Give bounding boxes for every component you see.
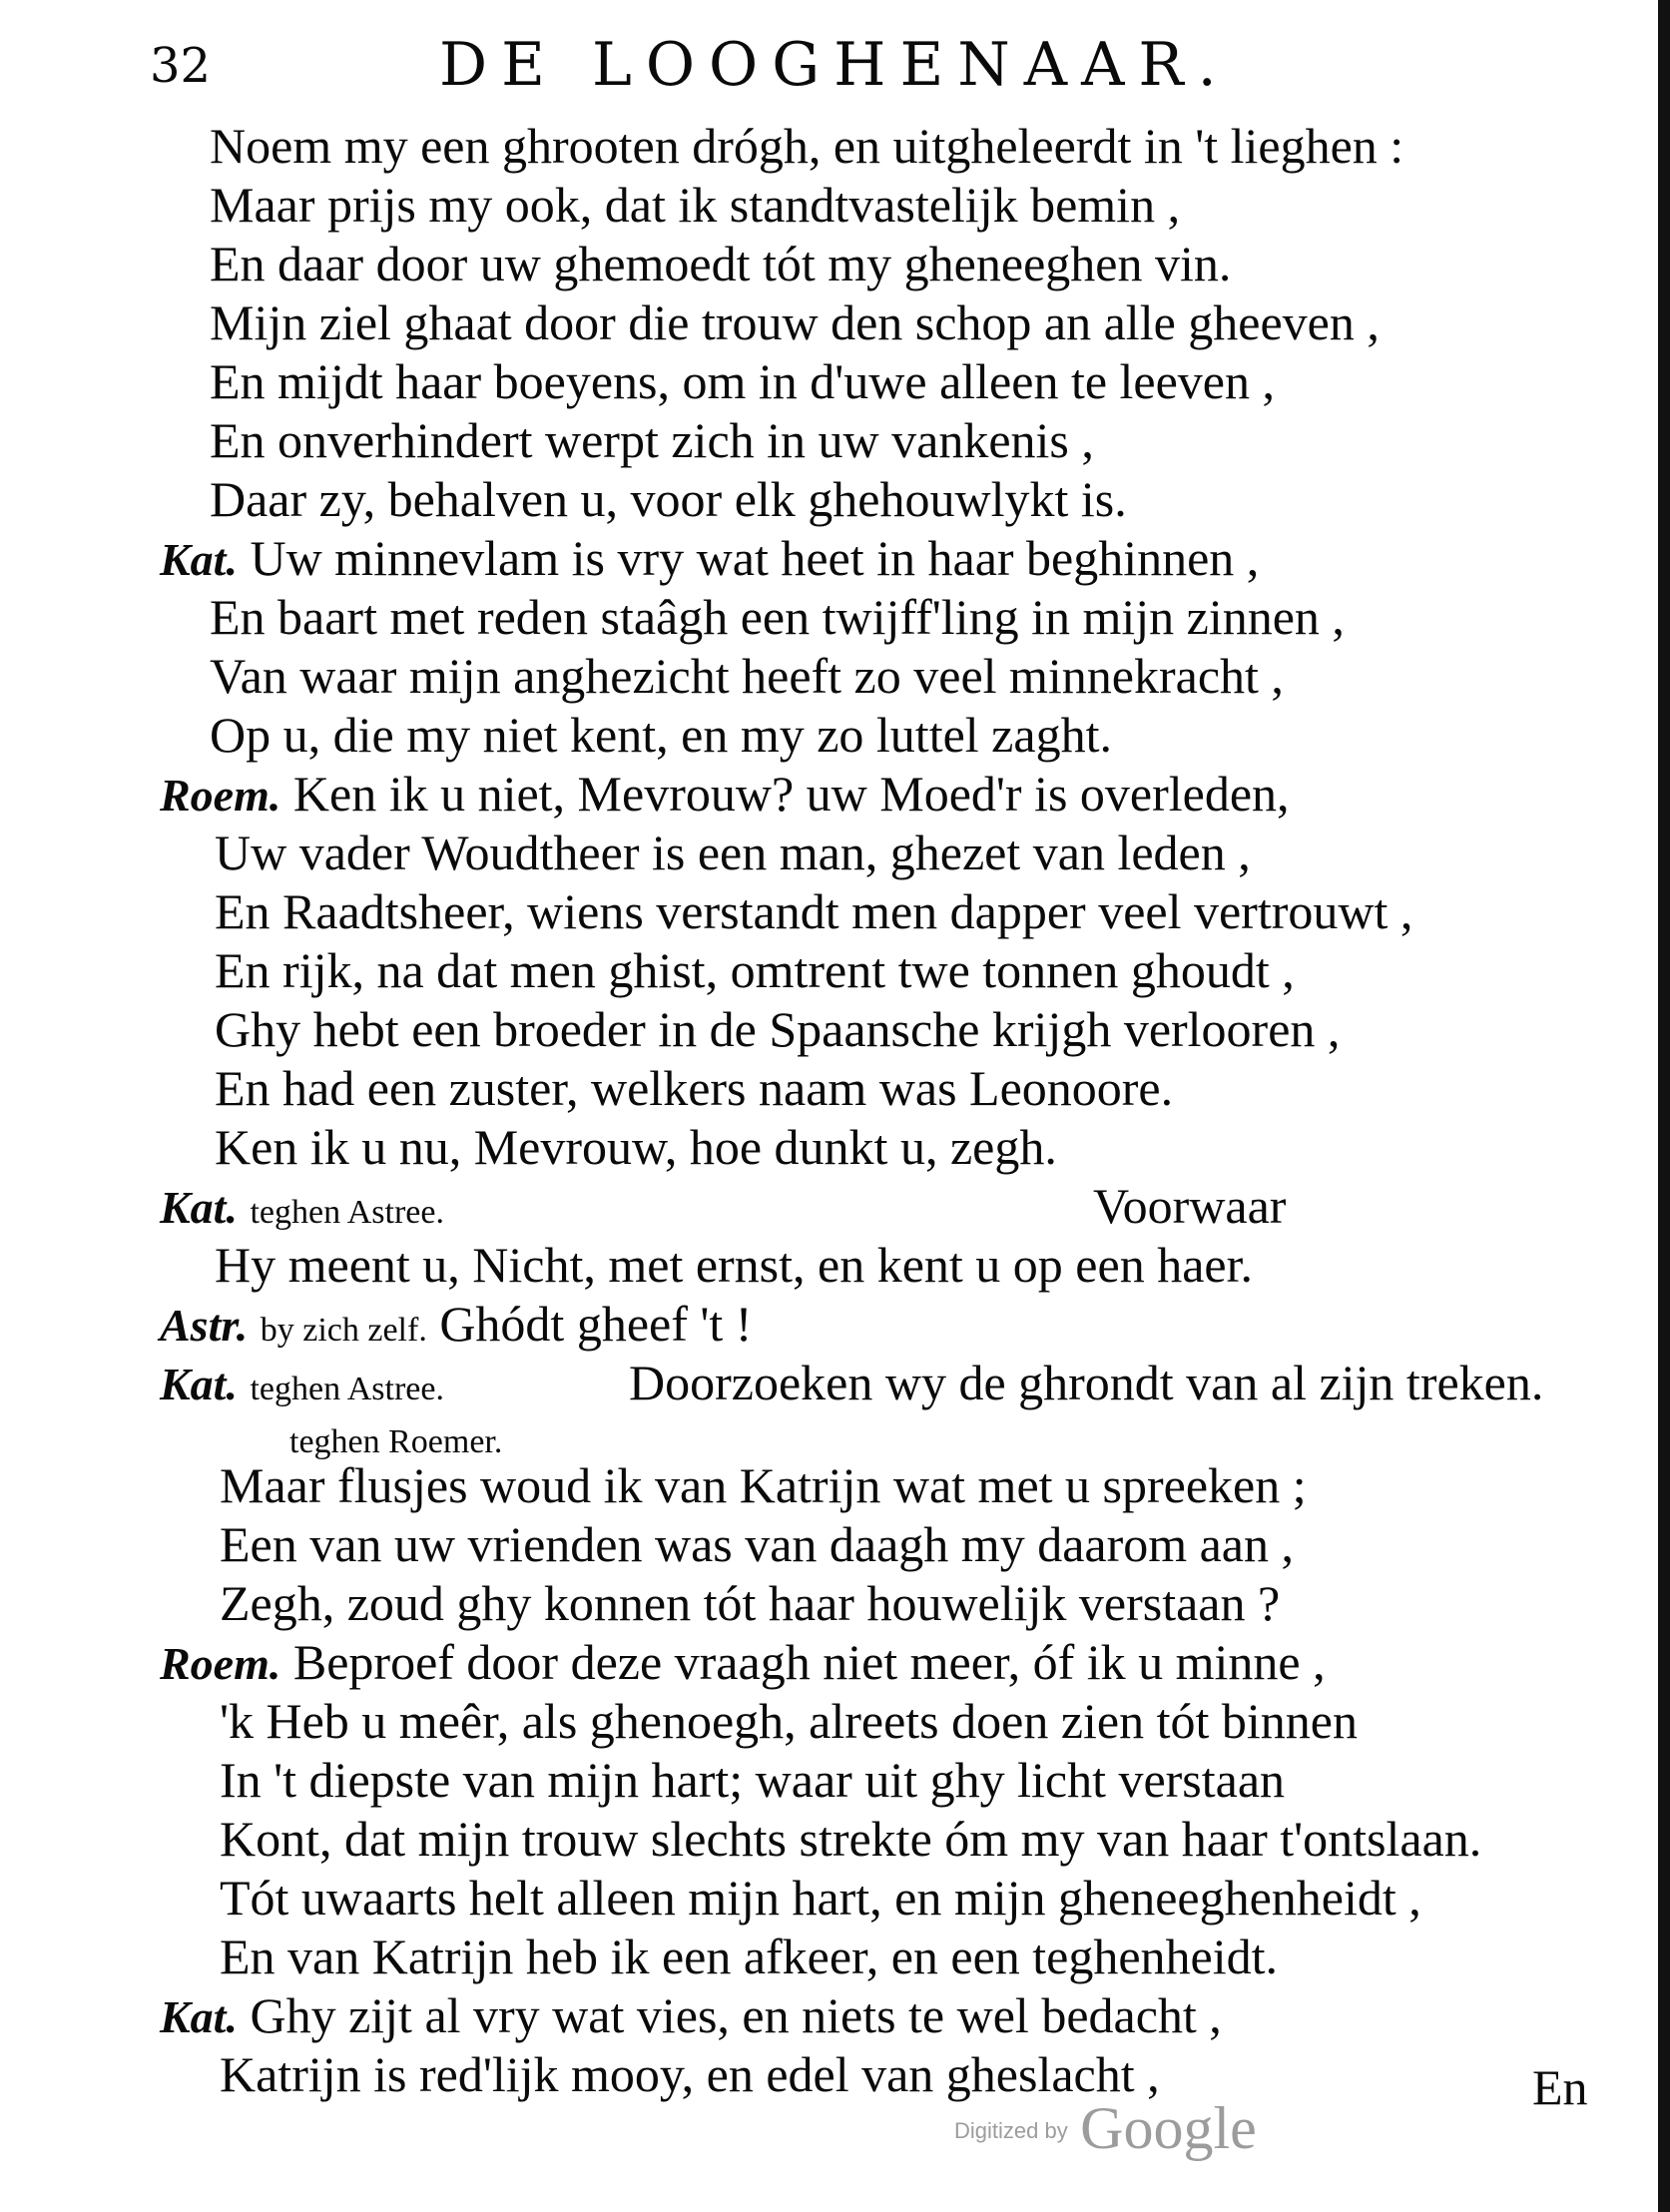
verse-text-line: Ghy hebt een broeder in de Spaansche krijgh verlooren , bbox=[215, 1001, 1341, 1057]
verse-text-line: En daar door uw ghemoedt tót my gheneeghen vin. bbox=[210, 236, 1232, 291]
catchword: En bbox=[1532, 2059, 1588, 2115]
verse-text-line: Maar prijs my ook, dat ik standtvastelijk bemin , bbox=[210, 177, 1181, 233]
verse-line bbox=[220, 1811, 1481, 1867]
watermark-prefix: Digitized by bbox=[954, 2118, 1068, 2143]
speaker-name: Astr. bbox=[160, 1300, 249, 1351]
verse-text-line: In 't diepste van mijn hart; waar uit ghy licht verstaan bbox=[220, 1752, 1286, 1808]
page-number: 32 bbox=[150, 38, 212, 94]
verse-text-line: En Raadtsheer, wiens verstandt men dapper veel vertrouwt , bbox=[215, 883, 1413, 939]
verse-text-line: En van Katrijn heb ik een afkeer, en een teghenheidt. bbox=[220, 1929, 1279, 1984]
verse-line bbox=[160, 1296, 752, 1359]
verse-line bbox=[220, 1693, 1358, 1749]
verse-line bbox=[210, 294, 1380, 350]
verse-text-line: 'k Heb u meêr, als ghenoegh, alreets doen zien tót binnen bbox=[220, 1693, 1358, 1749]
speaker-name: Kat. bbox=[160, 1182, 238, 1233]
verse-text-line: Ken ik u nu, Mevrouw, hoe dunkt u, zegh. bbox=[215, 1119, 1057, 1175]
verse-text-line: Zegh, zoud ghy konnen tót haar houwelijk verstaan ? bbox=[220, 1575, 1281, 1631]
stage-direction: teghen Astree. bbox=[250, 1194, 444, 1231]
page-edge-shadow bbox=[1658, 0, 1670, 2212]
verse-text-line: Uw vader Woudtheer is een man, ghezet van leden , bbox=[215, 825, 1251, 880]
verse-text-line: Beproef door deze vraagh niet meer, óf ik u minne , bbox=[292, 1634, 1326, 1690]
verse-line bbox=[220, 1516, 1294, 1572]
verse-text-line: Op u, die my niet kent, en my zo luttel zaght. bbox=[210, 707, 1112, 763]
verse-line bbox=[160, 530, 1259, 588]
watermark-brand: Google bbox=[1080, 2095, 1257, 2161]
verse-line bbox=[215, 942, 1295, 998]
verse-text-line: Daar zy, behalven u, voor elk ghehouwlykt is. bbox=[210, 471, 1127, 527]
verse-text-line: Een van uw vrienden was van daagh my daarom aan , bbox=[220, 1516, 1295, 1572]
verse-line bbox=[210, 177, 1180, 233]
verse-line bbox=[210, 589, 1345, 645]
verse-line bbox=[210, 707, 1112, 763]
verse-text-line: Ghy zijt al vry wat vies, en niets te wel bedacht , bbox=[250, 1987, 1222, 2043]
verse-text-line: En onverhindert werpt zich in uw vankenis , bbox=[210, 412, 1094, 468]
verse-line bbox=[160, 1987, 1222, 2045]
verse-line bbox=[220, 1575, 1280, 1631]
verse-line bbox=[210, 353, 1275, 409]
verse-text-line: Van waar mijn anghezicht heeft zo veel minnekracht , bbox=[210, 648, 1284, 704]
verse-text-line: En had een zuster, welkers naam was Leonoore. bbox=[215, 1060, 1174, 1116]
verse-line bbox=[160, 1178, 444, 1241]
verse-text-line: Uw minnevlam is vry wat heet in haar beghinnen , bbox=[250, 530, 1260, 586]
verse-line bbox=[220, 1457, 1307, 1513]
verse-line bbox=[160, 766, 1290, 824]
verse-text-line: Maar flusjes woud ik van Katrijn wat met u spreeken ; bbox=[220, 1457, 1307, 1513]
verse-text-line: Ghódt gheef 't ! bbox=[439, 1296, 753, 1352]
verse-line bbox=[220, 1929, 1278, 1984]
verse-text-line: En rijk, na dat men ghist, omtrent twe tonnen ghoudt , bbox=[215, 942, 1295, 998]
verse-line bbox=[210, 236, 1231, 291]
speaker-name: Kat. bbox=[160, 1359, 238, 1409]
verse-line bbox=[210, 118, 1403, 174]
verse-line bbox=[215, 1001, 1340, 1057]
stage-direction: teghen Roemer. bbox=[289, 1423, 503, 1460]
speaker-name: Roem. bbox=[160, 1638, 281, 1689]
verse-text-line: Doorzoeken wy de ghrondt van al zijn treken. bbox=[629, 1355, 1544, 1410]
verse-text-line: Voorwaar bbox=[1093, 1178, 1287, 1234]
speaker-name: Kat. bbox=[160, 534, 238, 585]
verse-line bbox=[215, 883, 1412, 939]
verse-text-line: Kont, dat mijn trouw slechts strekte óm my van haar t'ontslaan. bbox=[220, 1811, 1482, 1867]
verse-text-line: Ken ik u niet, Mevrouw? uw Moed'r is overleden, bbox=[292, 766, 1290, 822]
verse-line bbox=[215, 1119, 1057, 1175]
verse-text-line: Tót uwaarts helt alleen mijn hart, en mijn gheneeghenheidt , bbox=[220, 1870, 1421, 1926]
verse-line bbox=[210, 471, 1127, 527]
stage-direction: by zich zelf. bbox=[260, 1312, 427, 1349]
verse-text-line: Mijn ziel ghaat door die trouw den schop an alle gheeven , bbox=[210, 294, 1380, 350]
verse-line bbox=[1093, 1178, 1286, 1234]
verse-line bbox=[220, 1752, 1285, 1808]
verse-line bbox=[220, 1870, 1421, 1926]
verse-line bbox=[215, 1060, 1173, 1116]
verse-line bbox=[160, 1634, 1326, 1692]
verse-line bbox=[215, 1237, 1253, 1293]
verse-line bbox=[210, 648, 1284, 704]
digitized-watermark bbox=[954, 2094, 1257, 2163]
speaker-name: Roem. bbox=[160, 770, 281, 821]
verse-text-line: Hy meent u, Nicht, met ernst, en kent u op een haer. bbox=[215, 1237, 1253, 1293]
running-title: DE LOOGHENAAR. bbox=[439, 30, 1231, 100]
verse-text-line: Noem my een ghrooten drógh, en uitgheleerdt in 't lieghen : bbox=[210, 118, 1404, 174]
verse-text-line: En baart met reden staâgh een twijff'ling in mijn zinnen , bbox=[210, 589, 1345, 645]
verse-line bbox=[629, 1355, 1543, 1410]
speaker-name: Kat. bbox=[160, 1991, 238, 2042]
verse-text-line: En mijdt haar boeyens, om in d'uwe alleen te leeven , bbox=[210, 353, 1275, 409]
verse-line bbox=[215, 825, 1251, 880]
stage-direction: teghen Astree. bbox=[250, 1371, 444, 1407]
verse-text-line: Katrijn is red'lijk mooy, en edel van gheslacht , bbox=[220, 2046, 1160, 2102]
verse-line bbox=[210, 412, 1094, 468]
page-header bbox=[150, 30, 1348, 110]
